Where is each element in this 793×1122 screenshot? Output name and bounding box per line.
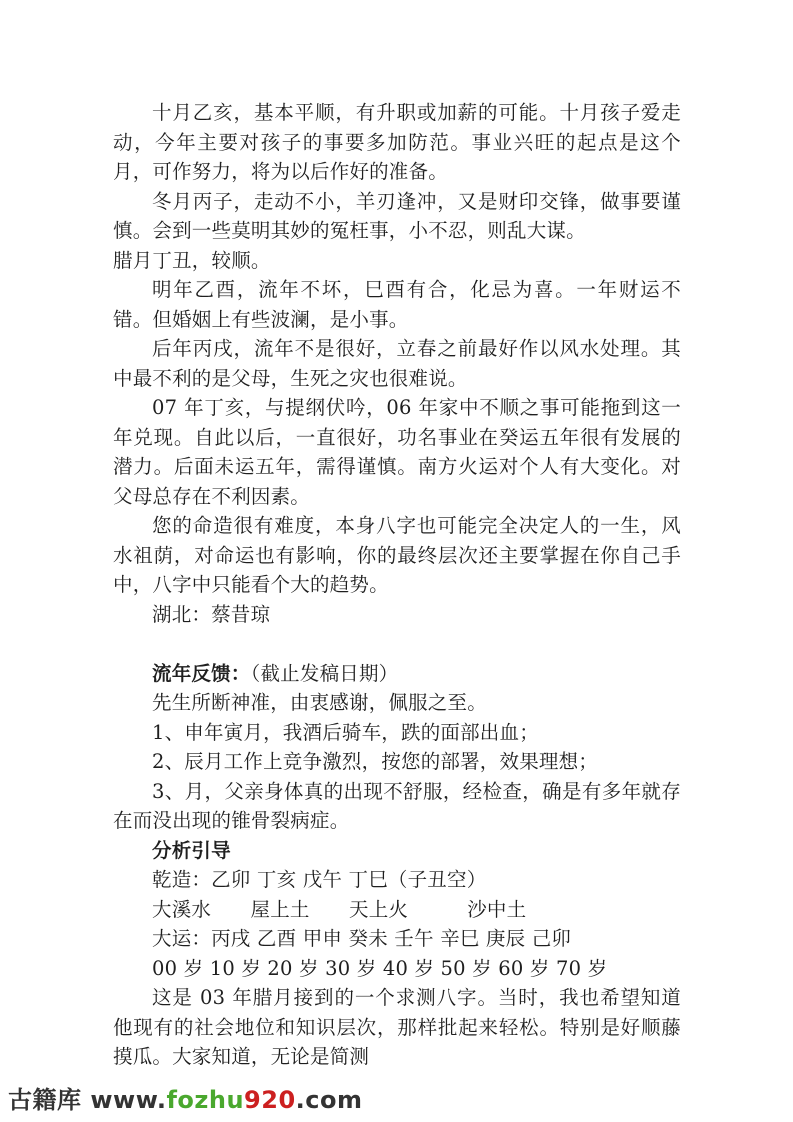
heading-line bbox=[113, 836, 681, 866]
paragraph: 腊月丁丑，较顺。 bbox=[113, 248, 271, 272]
watermark-url-com: .com bbox=[295, 1086, 363, 1114]
paragraph: 00 岁 10 岁 20 岁 30 岁 40 岁 50 岁 60 岁 70 岁 bbox=[152, 956, 608, 980]
section-heading: 流年反馈： bbox=[152, 661, 251, 685]
heading-line bbox=[113, 659, 681, 689]
watermark-url-www: www. bbox=[90, 1086, 167, 1114]
blank-line bbox=[113, 629, 681, 659]
paragraph: 乾造：乙卯 丁亥 戊午 丁巳（子丑空） bbox=[152, 868, 487, 891]
paragraph: 十月乙亥，基本平顺，有升职或加薪的可能。十月孩子爱走动，今年主要对孩子的事要多加防范。事业兴旺的起点是这个月，可作努力，将为以后作好的准备。 bbox=[113, 101, 681, 183]
paragraph: 1、申年寅月，我酒后骑车，跌的面部出血； bbox=[152, 720, 539, 744]
watermark-site-name: 古籍库 bbox=[8, 1086, 91, 1114]
paragraph: 明年乙酉，流年不坏，巳酉有合，化忌为喜。一年财运不错。但婚姻上有些波澜，是小事。 bbox=[113, 278, 681, 331]
watermark bbox=[8, 1080, 363, 1115]
heading-note: （截止发稿日期） bbox=[250, 661, 399, 685]
section-heading: 分析引导 bbox=[152, 838, 231, 862]
paragraph: 大运：丙戌 乙酉 甲申 癸未 壬午 辛巳 庚辰 己卯 bbox=[152, 927, 572, 950]
paragraph: 07 年丁亥，与提纲伏吟，06 年家中不顺之事可能拖到这一年兑现。自此以后，一直很好，功名事业在癸运五年很有发展的潜力。后面未运五年，需得谨慎。南方火运对个人有大变化。对父母总存在不利因素。 bbox=[113, 396, 681, 508]
watermark-url-fozhu: fozhu bbox=[166, 1086, 245, 1114]
watermark-url-920: 920 bbox=[244, 1086, 296, 1114]
paragraph: 大溪水 屋上土 天上火 沙中土 bbox=[152, 897, 527, 921]
paragraph: 3、月，父亲身体真的出现不舒服，经检查，确是有多年就存在而没出现的锥骨裂病症。 bbox=[113, 779, 681, 832]
document-body bbox=[113, 98, 681, 1072]
paragraph: 您的命造很有难度，本身八字也可能完全决定人的一生，风水祖荫，对命运也有影响，你的最终层次还主要掌握在你自己手中，八字中只能看个大的趋势。 bbox=[113, 514, 681, 596]
paragraph: 2、辰月工作上竞争激烈，按您的部署，效果理想； bbox=[152, 750, 599, 773]
paragraph: 这是 03 年腊月接到的一个求测八字。当时，我也希望知道他现有的社会地位和知识层次，那样批起来轻松。特别是好顺藤摸瓜。大家知道，无论是简测 bbox=[113, 986, 681, 1068]
paragraph: 冬月丙子，走动不小，羊刃逢冲，又是财印交锋，做事要谨慎。会到一些莫明其妙的冤枉事，小不忍，则乱大谋。 bbox=[113, 189, 681, 242]
paragraph: 先生所断神准，由衷感谢，佩服之至。 bbox=[152, 691, 487, 714]
paragraph: 湖北：蔡昔琼 bbox=[152, 602, 271, 626]
paragraph: 后年丙戌，流年不是很好，立春之前最好作以风水处理。其中最不利的是父母，生死之灾也很难说。 bbox=[113, 337, 681, 390]
